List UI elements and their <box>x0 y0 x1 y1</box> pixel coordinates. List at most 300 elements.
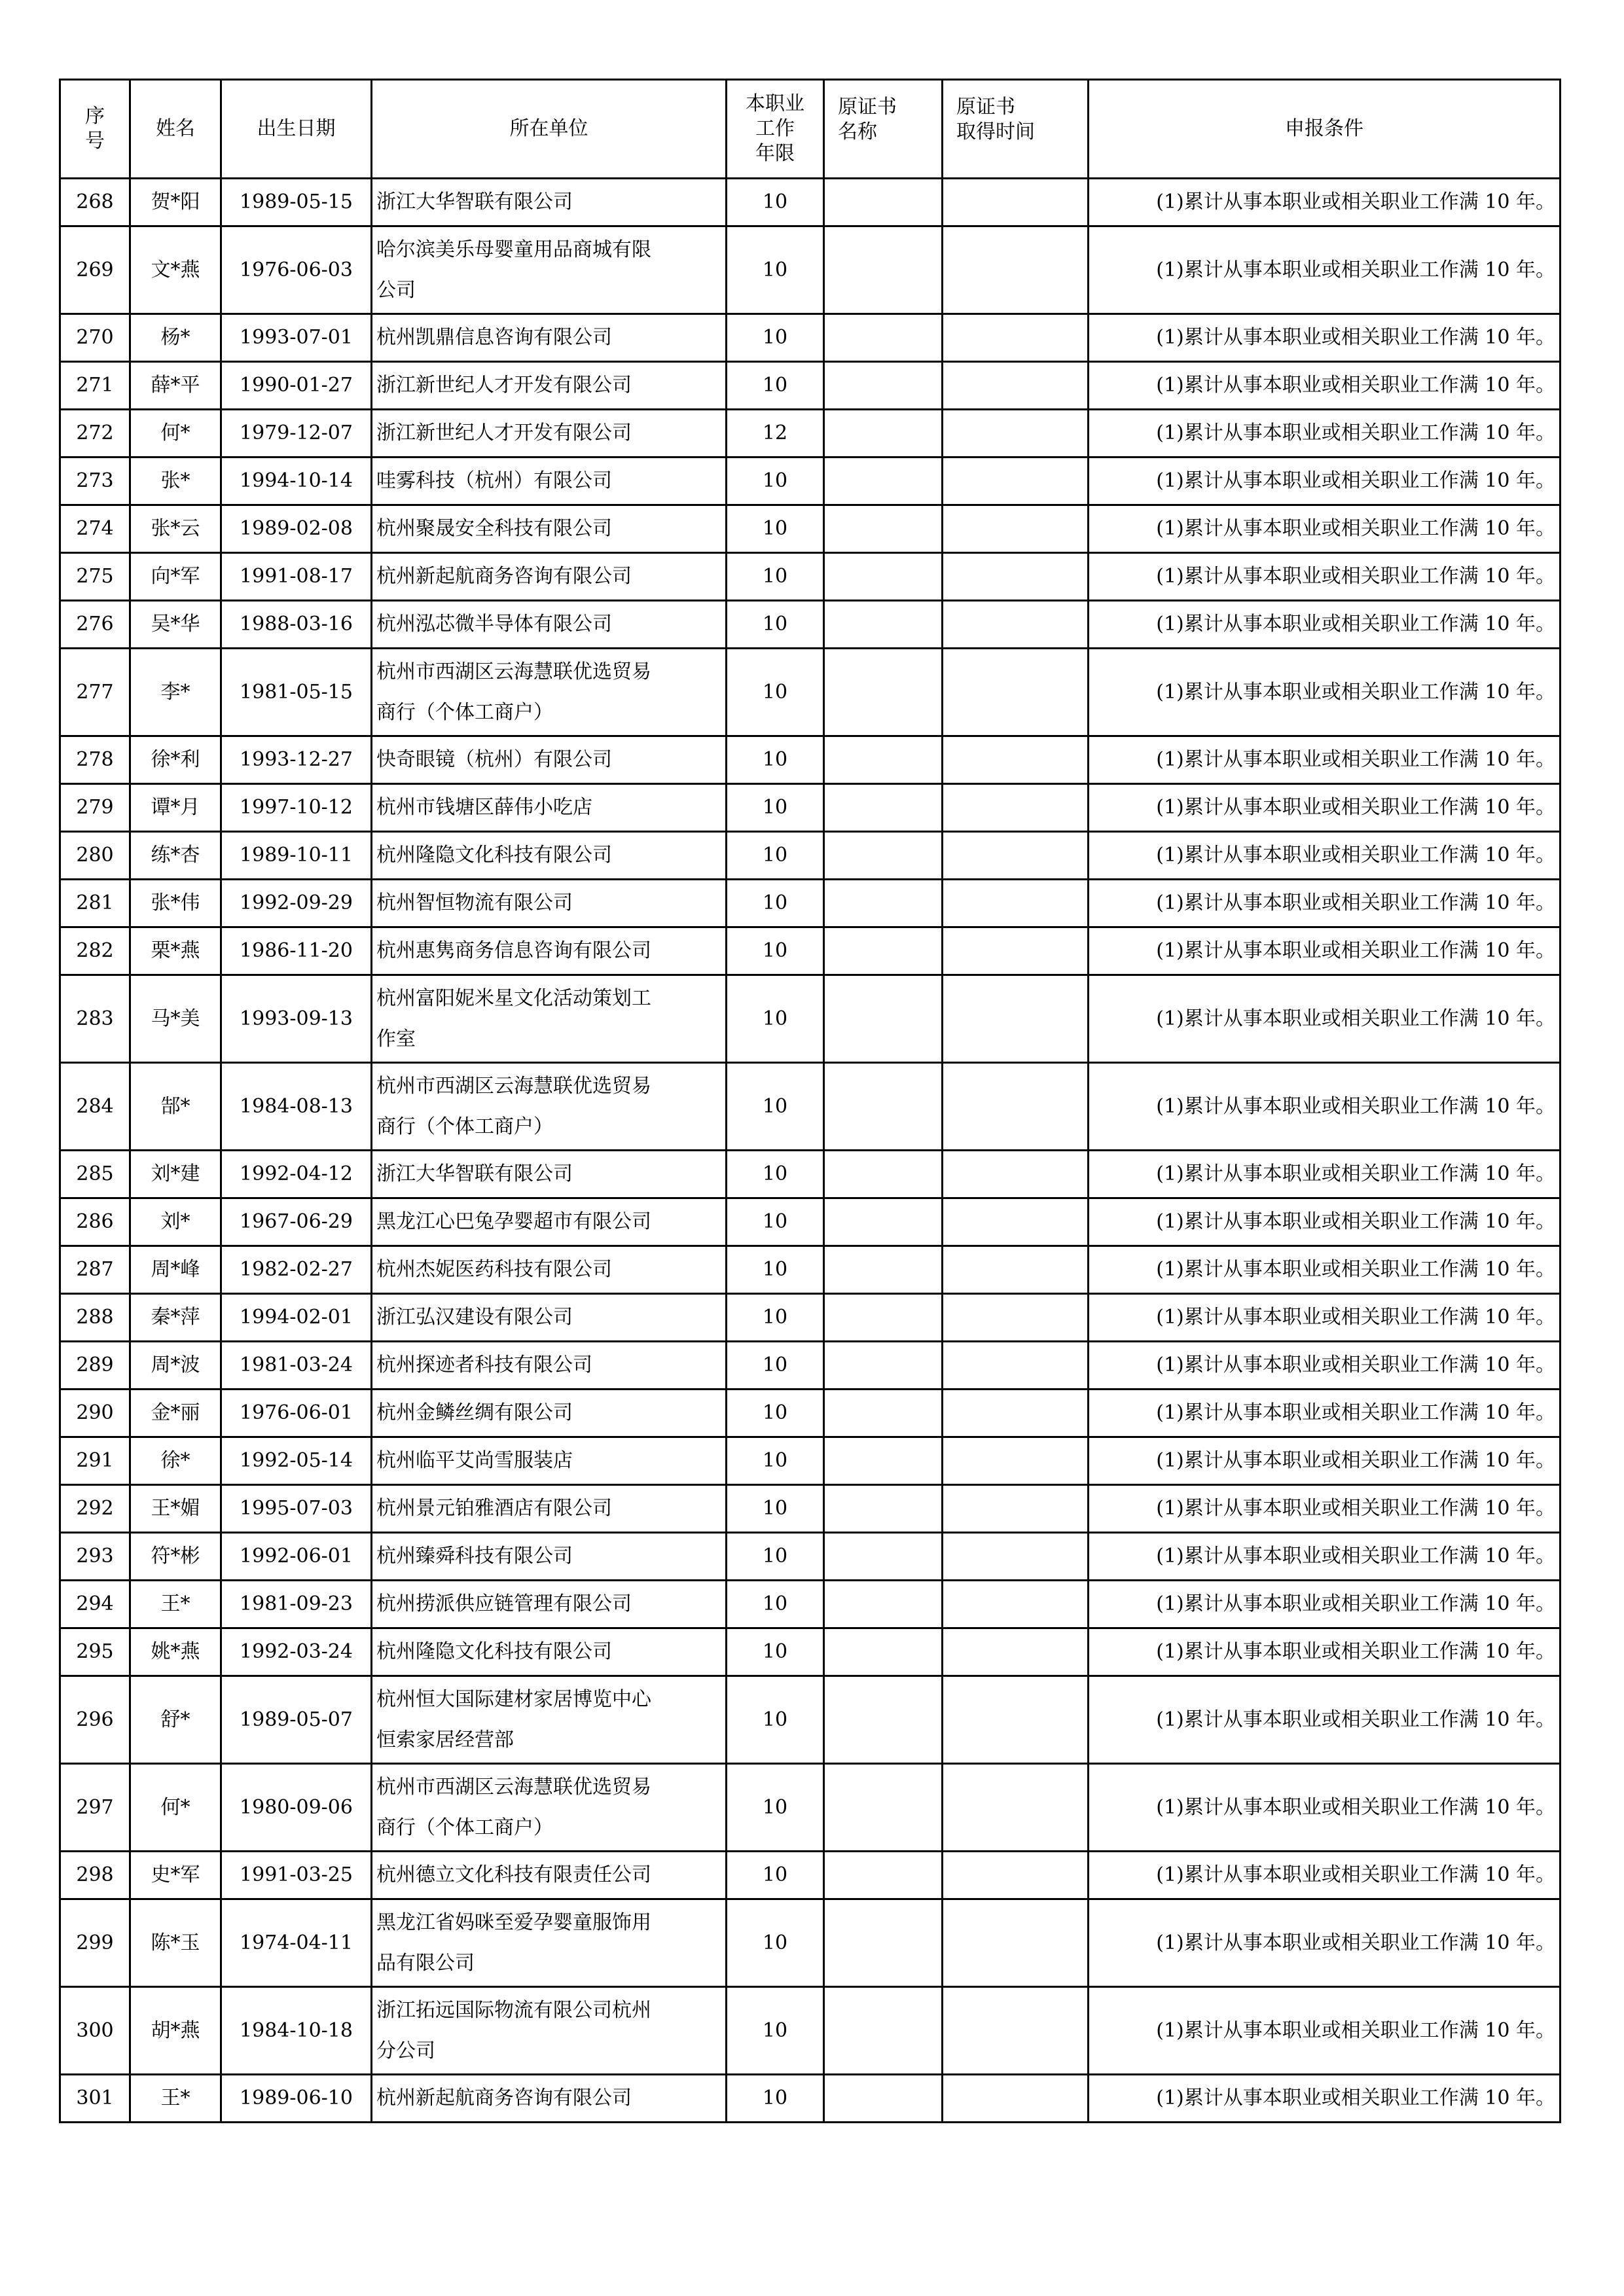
cell-cert-name <box>824 362 943 410</box>
cell-dob: 1976-06-01 <box>221 1390 372 1437</box>
cell-name: 王* <box>130 1581 221 1628</box>
cell-cert-time <box>943 1628 1089 1676</box>
cell-cert-time <box>943 179 1089 226</box>
cell-cert-name <box>824 1151 943 1198</box>
table-row <box>60 226 1561 314</box>
cell-unit-line: 杭州惠隽商务信息咨询有限公司 <box>376 939 651 962</box>
cell-unit-line: 商行（个体工商户） <box>376 1115 553 1138</box>
cell-seq: 280 <box>60 832 130 880</box>
cell-dob: 1967-06-29 <box>221 1198 372 1246</box>
cell-years: 10 <box>727 1628 824 1676</box>
cell-cert-time <box>943 1581 1089 1628</box>
cell-condition: (1)累计从事本职业或相关职业工作满 10 年。 <box>1089 2075 1561 2123</box>
cell-cert-name <box>824 784 943 832</box>
cell-years: 10 <box>727 505 824 553</box>
table-row <box>60 2075 1561 2123</box>
cell-years: 10 <box>727 1390 824 1437</box>
cell-cert-name <box>824 927 943 975</box>
table-row <box>60 1676 1561 1764</box>
cell-unit <box>372 736 727 784</box>
cell-cert-name <box>824 880 943 927</box>
cell-condition: (1)累计从事本职业或相关职业工作满 10 年。 <box>1089 1533 1561 1581</box>
cell-condition: (1)累计从事本职业或相关职业工作满 10 年。 <box>1089 1628 1561 1676</box>
cell-seq: 274 <box>60 505 130 553</box>
cell-unit <box>372 1198 727 1246</box>
cell-name: 符*彬 <box>130 1533 221 1581</box>
cell-unit <box>372 1063 727 1151</box>
table-row <box>60 1342 1561 1390</box>
cell-dob: 1984-08-13 <box>221 1063 372 1151</box>
table-row <box>60 1628 1561 1676</box>
cell-dob: 1993-07-01 <box>221 314 372 362</box>
cell-unit <box>372 1390 727 1437</box>
cell-unit <box>372 1342 727 1390</box>
cell-dob: 1981-09-23 <box>221 1581 372 1628</box>
cell-cert-time <box>943 2075 1089 2123</box>
cell-name: 李* <box>130 649 221 736</box>
cell-years: 10 <box>727 880 824 927</box>
cell-cert-name <box>824 179 943 226</box>
cell-unit <box>372 784 727 832</box>
cell-unit-line: 品有限公司 <box>376 1951 475 1975</box>
cell-condition: (1)累计从事本职业或相关职业工作满 10 年。 <box>1089 832 1561 880</box>
cell-condition: (1)累计从事本职业或相关职业工作满 10 年。 <box>1089 927 1561 975</box>
cell-dob: 1981-03-24 <box>221 1342 372 1390</box>
cell-dob: 1974-04-11 <box>221 1899 372 1987</box>
table-row <box>60 1852 1561 1899</box>
cell-unit-line: 商行（个体工商户） <box>376 1816 553 1839</box>
cell-cert-time <box>943 832 1089 880</box>
cell-cert-time <box>943 1198 1089 1246</box>
header-seq: 序 号 <box>60 80 130 179</box>
cell-condition: (1)累计从事本职业或相关职业工作满 10 年。 <box>1089 179 1561 226</box>
cell-name: 徐*利 <box>130 736 221 784</box>
cell-unit <box>372 649 727 736</box>
table-row <box>60 1294 1561 1342</box>
cell-seq: 283 <box>60 975 130 1063</box>
table-row <box>60 505 1561 553</box>
header-years: 本职业 工作 年限 <box>727 80 824 179</box>
cell-unit-line: 杭州市西湖区云海慧联优选贸易 <box>376 660 651 683</box>
cell-cert-name <box>824 1294 943 1342</box>
table-row <box>60 1987 1561 2075</box>
cell-seq: 294 <box>60 1581 130 1628</box>
cell-seq: 272 <box>60 410 130 457</box>
cell-cert-time <box>943 362 1089 410</box>
cell-unit-line: 恒索家居经营部 <box>376 1728 514 1751</box>
cell-unit-line: 公司 <box>376 278 416 302</box>
cell-seq: 275 <box>60 553 130 601</box>
cell-cert-name <box>824 2075 943 2123</box>
cell-unit-line: 浙江大华智联有限公司 <box>376 190 573 213</box>
cell-unit <box>372 457 727 505</box>
cell-unit-line: 浙江新世纪人才开发有限公司 <box>376 374 632 397</box>
cell-unit-line: 杭州杰妮医药科技有限公司 <box>376 1258 612 1281</box>
cell-dob: 1986-11-20 <box>221 927 372 975</box>
cell-dob: 1992-05-14 <box>221 1437 372 1485</box>
cell-seq: 287 <box>60 1246 130 1294</box>
cell-cert-name <box>824 1437 943 1485</box>
cell-cert-time <box>943 1437 1089 1485</box>
cell-cert-name <box>824 736 943 784</box>
cell-cert-name <box>824 1987 943 2075</box>
cell-unit <box>372 410 727 457</box>
cell-unit <box>372 505 727 553</box>
cell-years: 10 <box>727 832 824 880</box>
cell-name: 周*峰 <box>130 1246 221 1294</box>
table-row <box>60 784 1561 832</box>
header-cert-name: 原证书 名称 <box>824 80 943 179</box>
cell-name: 贺*阳 <box>130 179 221 226</box>
cell-years: 10 <box>727 314 824 362</box>
cell-cert-name <box>824 1342 943 1390</box>
cell-seq: 301 <box>60 2075 130 2123</box>
cell-years: 10 <box>727 1485 824 1533</box>
cell-cert-name <box>824 1628 943 1676</box>
table-row <box>60 1151 1561 1198</box>
cell-dob: 1992-06-01 <box>221 1533 372 1581</box>
cell-name: 何* <box>130 410 221 457</box>
table-row <box>60 649 1561 736</box>
cell-years: 10 <box>727 457 824 505</box>
cell-unit-line: 哈尔滨美乐母婴童用品商城有限 <box>376 238 651 261</box>
cell-years: 10 <box>727 1899 824 1987</box>
cell-cert-time <box>943 457 1089 505</box>
cell-dob: 1993-12-27 <box>221 736 372 784</box>
roster-table <box>59 79 1561 2123</box>
cell-years: 10 <box>727 1437 824 1485</box>
cell-name: 王* <box>130 2075 221 2123</box>
table-row <box>60 975 1561 1063</box>
cell-unit <box>372 226 727 314</box>
cell-name: 舒* <box>130 1676 221 1764</box>
cell-unit-line: 杭州市西湖区云海慧联优选贸易 <box>376 1775 651 1799</box>
cell-seq: 289 <box>60 1342 130 1390</box>
table-row <box>60 1198 1561 1246</box>
cell-condition: (1)累计从事本职业或相关职业工作满 10 年。 <box>1089 1899 1561 1987</box>
cell-unit <box>372 1676 727 1764</box>
cell-unit <box>372 1899 727 1987</box>
cell-unit <box>372 1151 727 1198</box>
cell-years: 10 <box>727 226 824 314</box>
cell-unit <box>372 1246 727 1294</box>
cell-name: 周*波 <box>130 1342 221 1390</box>
cell-name: 向*军 <box>130 553 221 601</box>
cell-unit-line: 杭州泓芯微半导体有限公司 <box>376 613 612 636</box>
cell-cert-time <box>943 1390 1089 1437</box>
cell-condition: (1)累计从事本职业或相关职业工作满 10 年。 <box>1089 736 1561 784</box>
cell-cert-name <box>824 1676 943 1764</box>
cell-seq: 299 <box>60 1899 130 1987</box>
cell-unit <box>372 927 727 975</box>
cell-unit-line: 杭州恒大国际建材家居博览中心 <box>376 1687 651 1711</box>
cell-cert-time <box>943 1676 1089 1764</box>
cell-condition: (1)累计从事本职业或相关职业工作满 10 年。 <box>1089 649 1561 736</box>
cell-seq: 296 <box>60 1676 130 1764</box>
cell-cert-time <box>943 1485 1089 1533</box>
cell-cert-name <box>824 649 943 736</box>
cell-cert-time <box>943 1987 1089 2075</box>
cell-years: 10 <box>727 1676 824 1764</box>
cell-seq: 293 <box>60 1533 130 1581</box>
cell-name: 薛*平 <box>130 362 221 410</box>
cell-unit <box>372 1294 727 1342</box>
cell-unit-line: 作室 <box>376 1027 416 1050</box>
cell-name: 姚*燕 <box>130 1628 221 1676</box>
cell-years: 10 <box>727 1294 824 1342</box>
cell-cert-time <box>943 880 1089 927</box>
cell-seq: 278 <box>60 736 130 784</box>
cell-seq: 270 <box>60 314 130 362</box>
cell-seq: 290 <box>60 1390 130 1437</box>
cell-cert-name <box>824 1899 943 1987</box>
cell-unit-line: 浙江拓远国际物流有限公司杭州 <box>376 1998 651 2022</box>
cell-unit <box>372 880 727 927</box>
cell-name: 刘*建 <box>130 1151 221 1198</box>
cell-condition: (1)累计从事本职业或相关职业工作满 10 年。 <box>1089 1676 1561 1764</box>
cell-unit-line: 浙江新世纪人才开发有限公司 <box>376 422 632 444</box>
cell-years: 10 <box>727 1342 824 1390</box>
cell-cert-time <box>943 1764 1089 1852</box>
cell-unit-line: 商行（个体工商户） <box>376 700 553 724</box>
cell-cert-name <box>824 314 943 362</box>
table-row <box>60 179 1561 226</box>
header-condition: 申报条件 <box>1089 80 1561 179</box>
cell-condition: (1)累计从事本职业或相关职业工作满 10 年。 <box>1089 1987 1561 2075</box>
cell-dob: 1989-02-08 <box>221 505 372 553</box>
cell-name: 胡*燕 <box>130 1987 221 2075</box>
cell-cert-name <box>824 832 943 880</box>
cell-cert-name <box>824 1063 943 1151</box>
cell-name: 杨* <box>130 314 221 362</box>
cell-years: 10 <box>727 736 824 784</box>
cell-condition: (1)累计从事本职业或相关职业工作满 10 年。 <box>1089 553 1561 601</box>
cell-unit <box>372 1628 727 1676</box>
cell-unit-line: 杭州凯鼎信息咨询有限公司 <box>376 326 612 349</box>
cell-dob: 1991-08-17 <box>221 553 372 601</box>
table-row <box>60 1533 1561 1581</box>
cell-unit-line: 快奇眼镜（杭州）有限公司 <box>376 748 612 771</box>
table-row <box>60 410 1561 457</box>
cell-condition: (1)累计从事本职业或相关职业工作满 10 年。 <box>1089 505 1561 553</box>
cell-cert-time <box>943 927 1089 975</box>
cell-cert-time <box>943 410 1089 457</box>
cell-name: 金*丽 <box>130 1390 221 1437</box>
cell-cert-time <box>943 505 1089 553</box>
cell-cert-name <box>824 1198 943 1246</box>
cell-unit <box>372 1437 727 1485</box>
cell-dob: 1984-10-18 <box>221 1987 372 2075</box>
cell-years: 10 <box>727 1198 824 1246</box>
cell-unit-line: 杭州智恒物流有限公司 <box>376 891 573 914</box>
cell-name: 文*燕 <box>130 226 221 314</box>
cell-condition: (1)累计从事本职业或相关职业工作满 10 年。 <box>1089 880 1561 927</box>
cell-unit-line: 杭州临平艾尚雪服装店 <box>376 1449 573 1472</box>
cell-cert-name <box>824 457 943 505</box>
cell-name: 何* <box>130 1764 221 1852</box>
table-row <box>60 553 1561 601</box>
cell-seq: 295 <box>60 1628 130 1676</box>
cell-unit-line: 杭州臻舜科技有限公司 <box>376 1545 573 1568</box>
cell-years: 10 <box>727 1764 824 1852</box>
cell-dob: 1993-09-13 <box>221 975 372 1063</box>
cell-unit-line: 杭州市钱塘区薛伟小吃店 <box>376 796 592 819</box>
cell-years: 12 <box>727 410 824 457</box>
cell-cert-time <box>943 601 1089 649</box>
cell-cert-name <box>824 1581 943 1628</box>
cell-years: 10 <box>727 784 824 832</box>
cell-dob: 1994-02-01 <box>221 1294 372 1342</box>
cell-name: 郜* <box>130 1063 221 1151</box>
cell-condition: (1)累计从事本职业或相关职业工作满 10 年。 <box>1089 601 1561 649</box>
cell-unit <box>372 832 727 880</box>
cell-years: 10 <box>727 1151 824 1198</box>
cell-unit-line: 浙江大华智联有限公司 <box>376 1162 573 1185</box>
cell-unit-line: 杭州新起航商务咨询有限公司 <box>376 565 632 588</box>
table-body <box>60 179 1561 2123</box>
cell-dob: 1976-06-03 <box>221 226 372 314</box>
cell-unit <box>372 1764 727 1852</box>
cell-years: 10 <box>727 553 824 601</box>
cell-dob: 1992-03-24 <box>221 1628 372 1676</box>
cell-seq: 291 <box>60 1437 130 1485</box>
cell-condition: (1)累计从事本职业或相关职业工作满 10 年。 <box>1089 1852 1561 1899</box>
cell-condition: (1)累计从事本职业或相关职业工作满 10 年。 <box>1089 1390 1561 1437</box>
cell-seq: 288 <box>60 1294 130 1342</box>
cell-unit <box>372 314 727 362</box>
table-row <box>60 601 1561 649</box>
cell-unit <box>372 601 727 649</box>
cell-dob: 1988-03-16 <box>221 601 372 649</box>
cell-dob: 1989-06-10 <box>221 2075 372 2123</box>
cell-unit <box>372 553 727 601</box>
cell-seq: 271 <box>60 362 130 410</box>
cell-years: 10 <box>727 1581 824 1628</box>
cell-dob: 1979-12-07 <box>221 410 372 457</box>
cell-condition: (1)累计从事本职业或相关职业工作满 10 年。 <box>1089 1246 1561 1294</box>
cell-cert-name <box>824 553 943 601</box>
cell-cert-name <box>824 1852 943 1899</box>
cell-years: 10 <box>727 362 824 410</box>
cell-cert-time <box>943 1246 1089 1294</box>
header-row <box>60 80 1561 179</box>
cell-unit <box>372 1987 727 2075</box>
cell-unit <box>372 179 727 226</box>
cell-seq: 298 <box>60 1852 130 1899</box>
cell-cert-time <box>943 1899 1089 1987</box>
header-unit: 所在单位 <box>372 80 727 179</box>
cell-years: 10 <box>727 649 824 736</box>
cell-years: 10 <box>727 179 824 226</box>
cell-unit-line: 浙江弘汉建设有限公司 <box>376 1306 573 1329</box>
cell-condition: (1)累计从事本职业或相关职业工作满 10 年。 <box>1089 226 1561 314</box>
cell-cert-time <box>943 226 1089 314</box>
cell-name: 张*云 <box>130 505 221 553</box>
table-row <box>60 314 1561 362</box>
cell-dob: 1980-09-06 <box>221 1764 372 1852</box>
cell-cert-time <box>943 1294 1089 1342</box>
cell-name: 史*军 <box>130 1852 221 1899</box>
cell-condition: (1)累计从事本职业或相关职业工作满 10 年。 <box>1089 1294 1561 1342</box>
cell-cert-name <box>824 505 943 553</box>
cell-unit-line: 哇雾科技（杭州）有限公司 <box>376 469 612 492</box>
cell-years: 10 <box>727 1987 824 2075</box>
cell-cert-time <box>943 314 1089 362</box>
cell-dob: 1989-10-11 <box>221 832 372 880</box>
cell-unit-line: 杭州景元铂雅酒店有限公司 <box>376 1497 612 1520</box>
cell-name: 谭*月 <box>130 784 221 832</box>
cell-years: 10 <box>727 1246 824 1294</box>
cell-cert-time <box>943 975 1089 1063</box>
cell-unit-line: 黑龙江省妈咪至爱孕婴童服饰用 <box>376 1910 651 1934</box>
cell-name: 刘* <box>130 1198 221 1246</box>
cell-condition: (1)累计从事本职业或相关职业工作满 10 年。 <box>1089 457 1561 505</box>
cell-dob: 1992-04-12 <box>221 1151 372 1198</box>
table-row <box>60 1485 1561 1533</box>
table-row <box>60 736 1561 784</box>
cell-years: 10 <box>727 1063 824 1151</box>
cell-condition: (1)累计从事本职业或相关职业工作满 10 年。 <box>1089 410 1561 457</box>
cell-seq: 297 <box>60 1764 130 1852</box>
cell-years: 10 <box>727 927 824 975</box>
cell-seq: 292 <box>60 1485 130 1533</box>
cell-cert-name <box>824 1533 943 1581</box>
cell-unit-line: 杭州隆隐文化科技有限公司 <box>376 1640 612 1663</box>
cell-name: 张*伟 <box>130 880 221 927</box>
table-row <box>60 1390 1561 1437</box>
cell-cert-time <box>943 649 1089 736</box>
cell-cert-time <box>943 736 1089 784</box>
table-row <box>60 1246 1561 1294</box>
cell-dob: 1997-10-12 <box>221 784 372 832</box>
cell-seq: 282 <box>60 927 130 975</box>
cell-cert-name <box>824 1246 943 1294</box>
cell-name: 马*美 <box>130 975 221 1063</box>
cell-dob: 1992-09-29 <box>221 880 372 927</box>
cell-seq: 284 <box>60 1063 130 1151</box>
cell-unit <box>372 2075 727 2123</box>
cell-dob: 1991-03-25 <box>221 1852 372 1899</box>
cell-unit <box>372 1852 727 1899</box>
cell-seq: 277 <box>60 649 130 736</box>
cell-unit-line: 杭州富阳妮米星文化活动策划工 <box>376 986 651 1010</box>
cell-name: 张* <box>130 457 221 505</box>
cell-unit-line: 杭州隆隐文化科技有限公司 <box>376 844 612 867</box>
cell-name: 陈*玉 <box>130 1899 221 1987</box>
cell-dob: 1982-02-27 <box>221 1246 372 1294</box>
cell-unit-line: 杭州德立文化科技有限责任公司 <box>376 1863 651 1886</box>
cell-condition: (1)累计从事本职业或相关职业工作满 10 年。 <box>1089 314 1561 362</box>
cell-years: 10 <box>727 2075 824 2123</box>
cell-cert-name <box>824 601 943 649</box>
cell-seq: 285 <box>60 1151 130 1198</box>
cell-cert-time <box>943 1342 1089 1390</box>
cell-cert-time <box>943 1063 1089 1151</box>
header-name: 姓名 <box>130 80 221 179</box>
cell-cert-name <box>824 1485 943 1533</box>
cell-years: 10 <box>727 1533 824 1581</box>
cell-condition: (1)累计从事本职业或相关职业工作满 10 年。 <box>1089 784 1561 832</box>
table-row <box>60 927 1561 975</box>
cell-unit-line: 杭州捞派供应链管理有限公司 <box>376 1592 632 1615</box>
cell-dob: 1994-10-14 <box>221 457 372 505</box>
table-row <box>60 1437 1561 1485</box>
cell-seq: 286 <box>60 1198 130 1246</box>
cell-cert-time <box>943 1533 1089 1581</box>
cell-years: 10 <box>727 1852 824 1899</box>
cell-dob: 1995-07-03 <box>221 1485 372 1533</box>
cell-seq: 269 <box>60 226 130 314</box>
